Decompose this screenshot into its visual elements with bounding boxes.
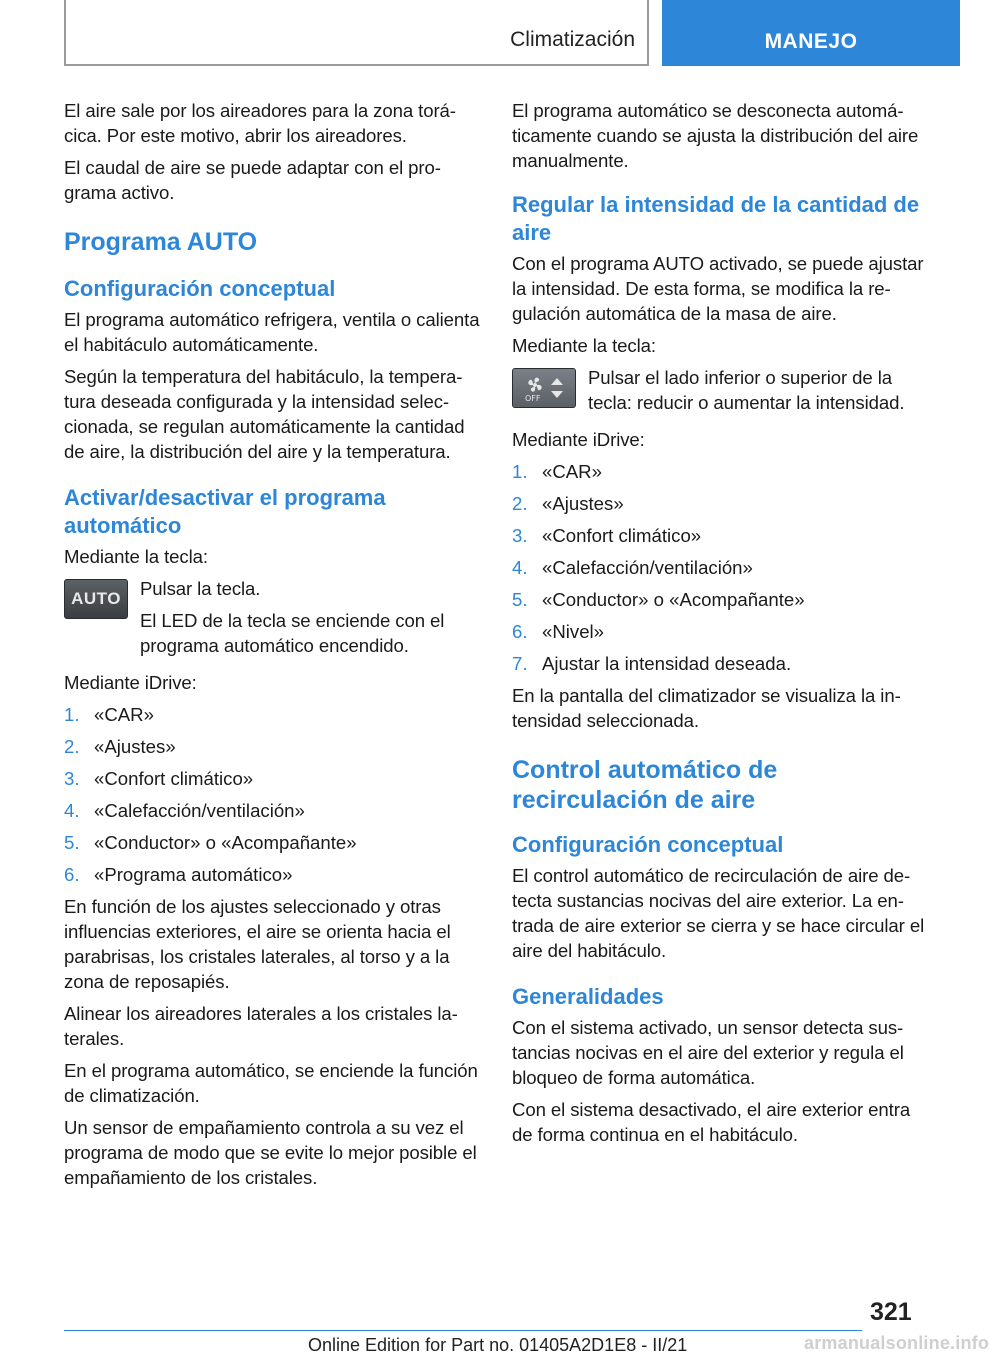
paragraph: El caudal de aire se puede adaptar con el programa activo. xyxy=(64,157,441,203)
paragraph: En función de los ajustes seleccionado y otras influencias exteriores, el aire se orienta hacia el parabrisas, los cristales laterales, al torso y a la zona de reposapiés. xyxy=(64,896,451,992)
heading-concept: Configuración conceptual xyxy=(512,832,784,857)
list-item: 1. «CAR» xyxy=(64,704,154,725)
paragraph: El aire sale por los aireadores para la zona torácica. Por este motivo, abrir los aireadores. xyxy=(64,100,456,146)
heading-general: Generalidades xyxy=(512,984,664,1009)
list-item: 4. «Calefacción/ventilación» xyxy=(64,800,305,821)
left-column xyxy=(64,98,482,1197)
paragraph: Con el sistema activado, un sensor detecta sustancias nocivas en el aire del exterior y regula el bloqueo de forma automática. xyxy=(512,1017,904,1088)
paragraph: Pulsar el lado inferior o superior de la tecla: reducir o aumentar la intensidad. xyxy=(588,367,905,413)
list-item: 7. Ajustar la intensidad deseada. xyxy=(512,653,792,674)
list-item: 4. «Calefacción/ventilación» xyxy=(512,557,753,578)
idrive-steps xyxy=(512,459,928,676)
section-title: Climatización xyxy=(510,28,635,51)
fan-button-instruction xyxy=(512,365,928,421)
idrive-steps xyxy=(64,702,482,887)
list-item: 6. «Programa automático» xyxy=(64,864,293,885)
heading-concept: Configuración conceptual xyxy=(64,276,336,301)
list-item: 3. «Confort climático» xyxy=(512,525,702,546)
paragraph: El control automático de recirculación de aire detecta sustancias nocivas del aire exterior. La entrada de aire exterior se cierra y se hace circular el aire del habitáculo. xyxy=(512,865,925,961)
svg-text:OFF: OFF xyxy=(525,394,541,403)
heading-auto-program: Programa AUTO xyxy=(64,228,258,256)
chapter-tab xyxy=(662,0,960,66)
paragraph: Mediante la tecla: xyxy=(64,546,208,567)
auto-button-icon: AUTO xyxy=(64,579,128,619)
chapter-title: MANEJO xyxy=(764,30,858,53)
heading-toggle-auto: Activar/desactivar el programa automático xyxy=(64,485,386,538)
list-item: 5. «Conductor» o «Acompañante» xyxy=(64,832,357,853)
fan-button-icon xyxy=(512,368,576,408)
paragraph: El programa automático se desconecta automáticamente cuando se ajusta la distribución del aire manualmente. xyxy=(512,100,919,171)
paragraph: Con el sistema desactivado, el aire exterior entra de forma continua en el habitáculo. xyxy=(512,1099,911,1145)
paragraph: Un sensor de empañamiento controla a su vez el programa de modo que se evite lo mejor posible el empañamiento de los cristales. xyxy=(64,1117,477,1188)
fan-icon xyxy=(513,369,577,409)
paragraph: Con el programa AUTO activado, se puede ajustar la intensidad. De esta forma, se modifica la regulación automática de la masa de aire. xyxy=(512,253,924,324)
watermark: armanualsonline.info xyxy=(804,1333,989,1353)
paragraph: Mediante la tecla: xyxy=(512,335,656,356)
paragraph: Mediante iDrive: xyxy=(512,429,645,450)
paragraph: El programa automático refrigera, ventila o calienta el habitáculo automáticamente. xyxy=(64,309,480,355)
section-tab xyxy=(64,0,649,66)
list-item: 1. «CAR» xyxy=(512,461,602,482)
list-item: 5. «Conductor» o «Acompañante» xyxy=(512,589,805,610)
heading-intensity: Regular la intensidad de la cantidad de aire xyxy=(512,192,920,245)
footer-edition: Online Edition for Part no. 01405A2D1E8 - II/21 xyxy=(308,1335,688,1355)
heading-recirculation: Control automático de recirculación de aire xyxy=(512,756,778,814)
list-item: 6. «Nivel» xyxy=(512,621,605,642)
list-item: 3. «Confort climático» xyxy=(64,768,254,789)
list-item: 2. «Ajustes» xyxy=(64,736,176,757)
paragraph: En la pantalla del climatizador se visualiza la intensidad seleccionada. xyxy=(512,685,901,731)
paragraph: Según la temperatura del habitáculo, la temperatura deseada configurada y la intensidad seleccionada, se regulan automáticamente la cantidad de aire, la distribución del aire y la temperatura. xyxy=(64,366,465,462)
paragraph: Mediante iDrive: xyxy=(64,672,197,693)
footer-divider xyxy=(64,1330,862,1331)
paragraph: El LED de la tecla se enciende con el programa automático encendido. xyxy=(140,610,445,656)
page-number: 321 xyxy=(870,1298,912,1326)
paragraph: Pulsar la tecla. xyxy=(140,578,261,599)
page-header xyxy=(0,0,960,66)
auto-button-instruction xyxy=(64,576,482,658)
list-item: 2. «Ajustes» xyxy=(512,493,624,514)
paragraph: Alinear los aireadores laterales a los cristales laterales. xyxy=(64,1003,458,1049)
paragraph: En el programa automático, se enciende la función de climatización. xyxy=(64,1060,478,1106)
right-column xyxy=(512,98,928,1154)
